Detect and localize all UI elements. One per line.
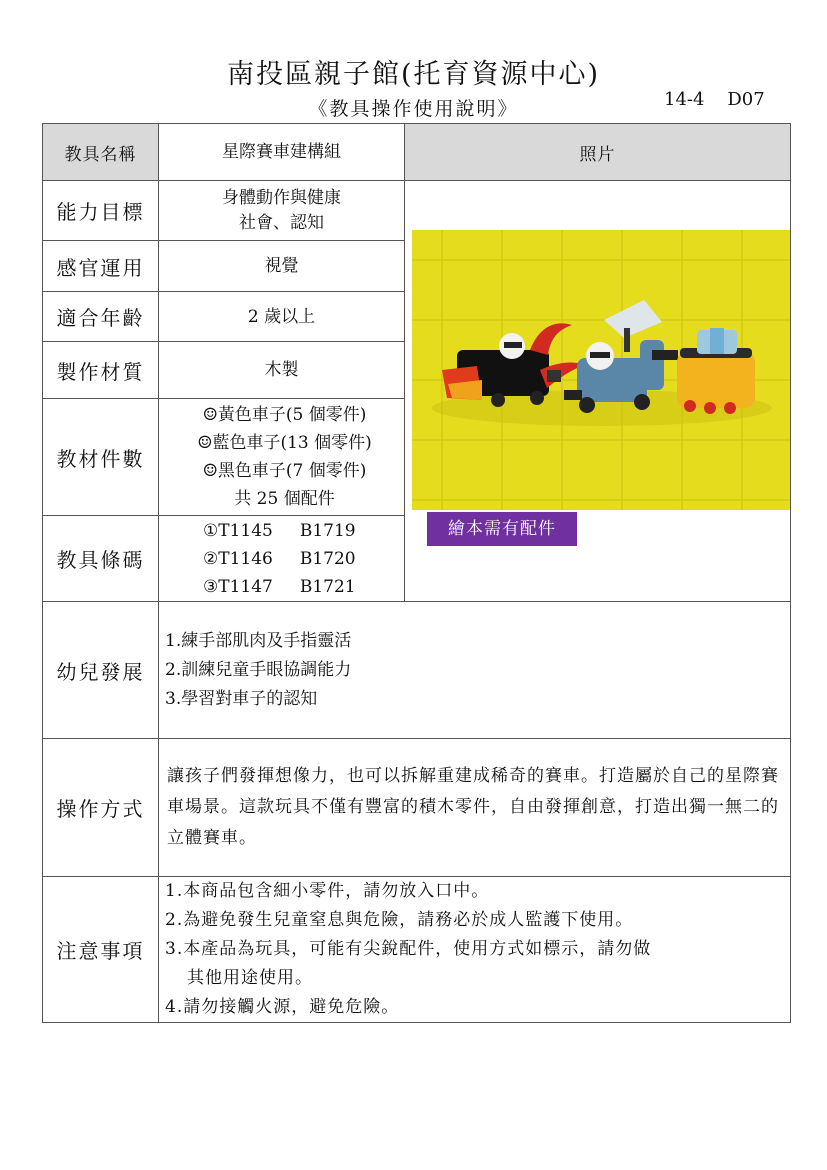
- parts-line: ☺藍色車子(13 個零件): [197, 433, 372, 453]
- toy-cars-photo: [412, 230, 790, 510]
- barcode-value: [159, 516, 405, 602]
- age-label: 適合年齡: [43, 292, 159, 342]
- toy-cars-illustration: [412, 230, 790, 510]
- parts-label: 教材件數: [43, 399, 159, 516]
- note-line: 3.本產品為玩具，可能有尖銳配件，使用方式如標示，請勿做: [165, 939, 652, 959]
- note-line: 2.為避免發生兒童窒息與危險，請務必於成人監護下使用。: [165, 910, 634, 930]
- development-value: [159, 602, 791, 739]
- notes-label: 注意事項: [43, 877, 159, 1023]
- accessory-badge: 繪本需有配件: [427, 512, 577, 546]
- material-label: 製作材質: [43, 342, 159, 399]
- photo-label: 照片: [405, 124, 791, 181]
- photo-cell: [405, 181, 791, 602]
- document-code: 14-4 D07: [664, 89, 765, 110]
- parts-line: ☺黃色車子(5 個零件): [202, 405, 367, 425]
- note-line: 4.請勿接觸火源，避免危險。: [165, 997, 400, 1017]
- instruction-table: [42, 123, 791, 1023]
- development-label: 幼兒發展: [43, 602, 159, 739]
- name-label: 教具名稱: [43, 124, 159, 181]
- document-subtitle: 《教具操作使用說明》: [308, 98, 519, 120]
- age-value: 2 歲以上: [159, 292, 405, 342]
- parts-line: 共 25 個配件: [234, 489, 335, 509]
- barcode-label: 教具條碼: [43, 516, 159, 602]
- ability-line: 社會、認知: [239, 212, 324, 233]
- operation-label: 操作方式: [43, 739, 159, 877]
- sense-value: 視覺: [159, 241, 405, 292]
- ability-value: [159, 181, 405, 241]
- document-title: 南投區親子館(托育資源中心): [226, 59, 601, 90]
- development-line: 3.學習對車子的認知: [165, 688, 318, 709]
- notes-value: [159, 877, 791, 1023]
- material-value: 木製: [159, 342, 405, 399]
- development-line: 1.練手部肌肉及手指靈活: [165, 630, 352, 651]
- sense-label: 感官運用: [43, 241, 159, 292]
- note-line: 1.本商品包含細小零件，請勿放入口中。: [165, 881, 490, 901]
- operation-value: 讓孩子們發揮想像力，也可以拆解重建成稀奇的賽車。打造屬於自己的星際賽車場景。這款玩具不僅有豐富的積木零件，自由發揮創意，打造出獨一無二的立體賽車。: [159, 739, 791, 877]
- parts-value: [159, 399, 405, 516]
- parts-line: ☺黑色車子(7 個零件): [202, 461, 367, 481]
- ability-line: 身體動作與健康: [222, 187, 341, 208]
- note-line: 其他用途使用。: [187, 968, 313, 988]
- ability-label: 能力目標: [43, 181, 159, 241]
- development-line: 2.訓練兒童手眼協調能力: [165, 659, 352, 680]
- barcode-line: ②T1146 B1720: [203, 548, 356, 569]
- barcode-line: ③T1147 B1721: [203, 576, 356, 597]
- name-value: 星際賽車建構組: [159, 124, 405, 181]
- barcode-line: ①T1145 B1719: [203, 520, 356, 541]
